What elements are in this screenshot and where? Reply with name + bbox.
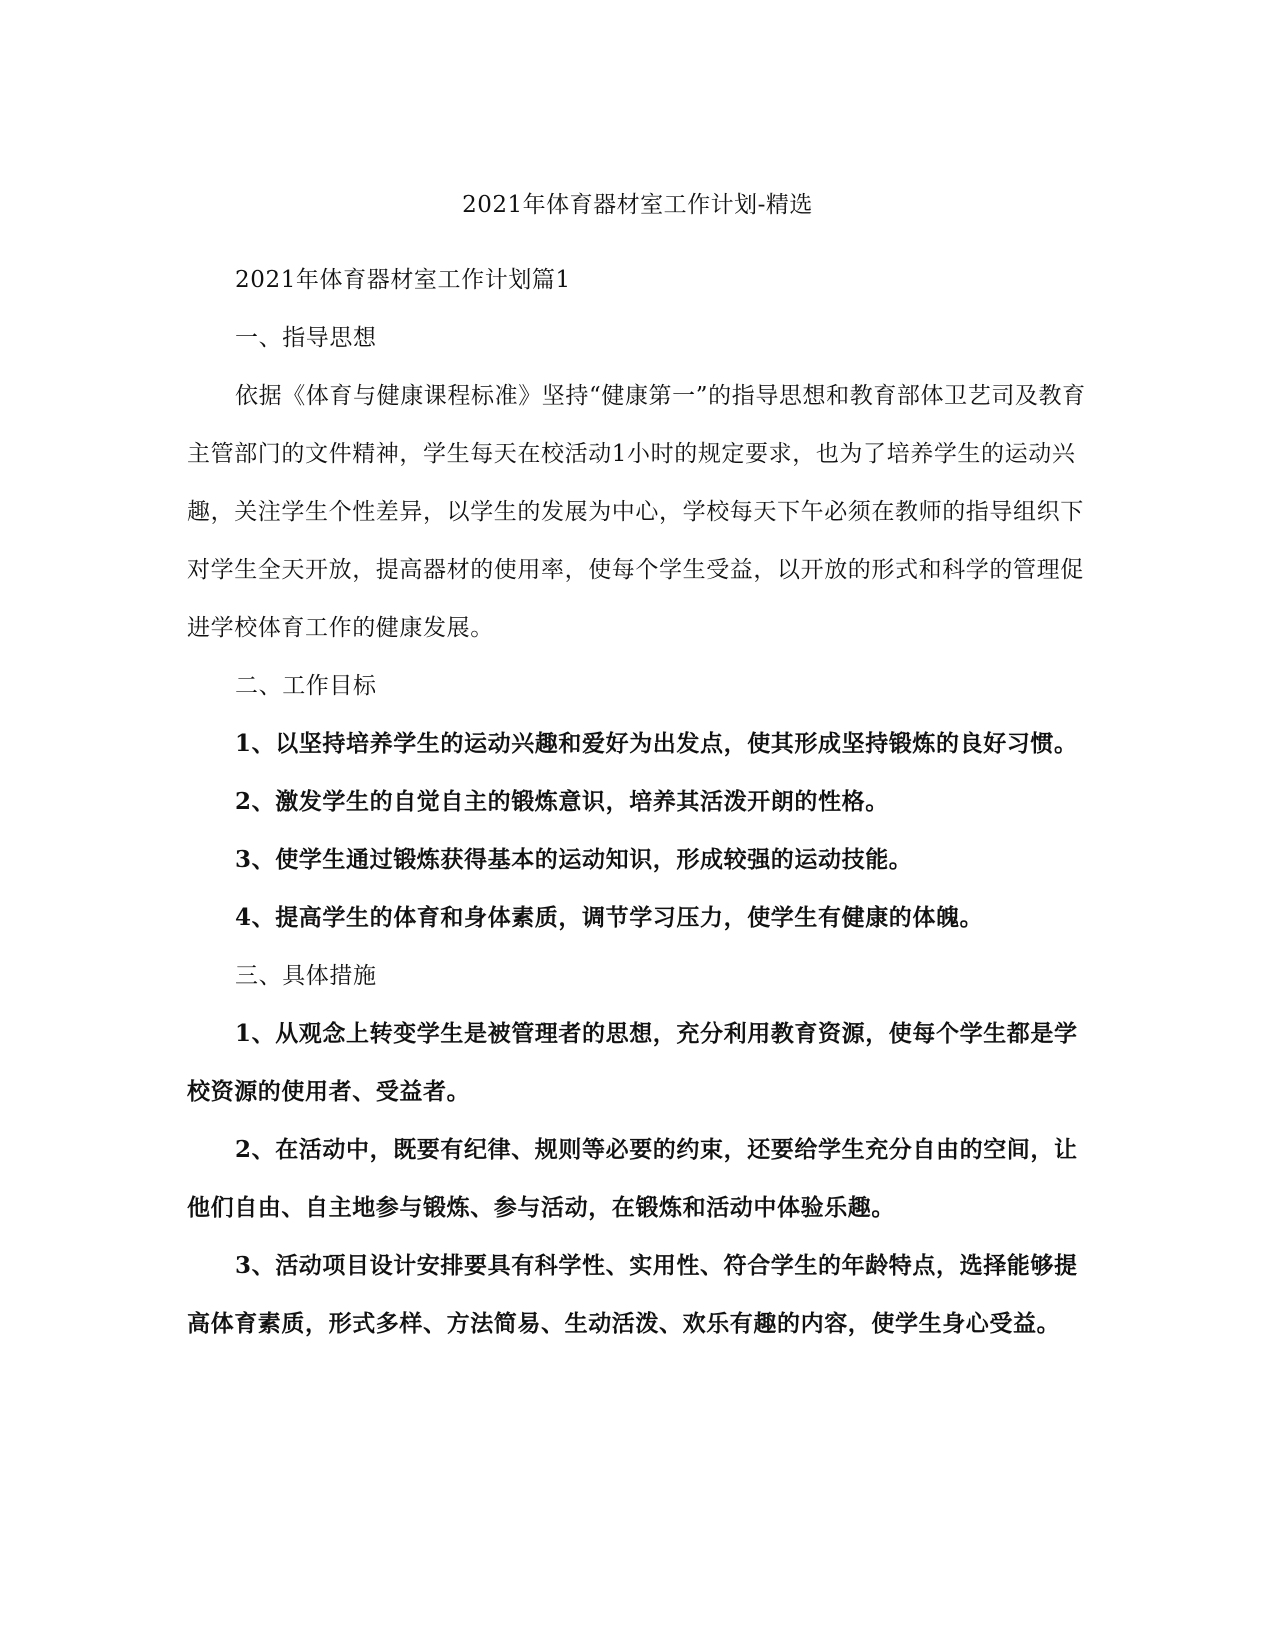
section2-heading: 二、工作目标 xyxy=(235,673,377,699)
section1-heading: 一、指导思想 xyxy=(235,325,377,351)
section3-heading: 三、具体措施 xyxy=(235,963,377,989)
measure-item: 3、活动项目设计安排要具有科学性、实用性、符合学生的年龄特点，选择能够提高体育素质，形式多样、方法简易、生动活泼、欢乐有趣的内容，使学生身心受益。 xyxy=(187,1252,1078,1337)
goal-item: 3、使学生通过锻炼获得基本的运动知识，形成较强的运动技能。 xyxy=(235,846,913,873)
document-title: 2021年体育器材室工作计划-精选 xyxy=(462,192,813,218)
goal-item: 4、提高学生的体育和身体素质，调节学习压力，使学生有健康的体魄。 xyxy=(235,904,984,931)
section1-paragraph: 依据《体育与健康课程标准》坚持“健康第一”的指导思想和教育部体卫艺司及教育主管部门的文件精神，学生每天在校活动1小时的规定要求，也为了培养学生的运动兴趣，关注学生个性差异，以学生的发展为中心，学校每天下午必须在教师的指导组织下对学生全天开放，提高器材的使用率，使每个学生受益，以开放的形式和科学的管理促进学校体育工作的健康发展。 xyxy=(187,383,1086,641)
measure-item: 1、从观念上转变学生是被管理者的思想，充分利用教育资源，使每个学生都是学校资源的使用者、受益者。 xyxy=(187,1020,1078,1105)
document-body xyxy=(187,251,1087,1353)
measure-item: 2、在活动中，既要有纪律、规则等必要的约束，还要给学生充分自由的空间，让他们自由、自主地参与锻炼、参与活动，在锻炼和活动中体验乐趣。 xyxy=(187,1136,1078,1221)
goal-item: 1、以坚持培养学生的运动兴趣和爱好为出发点，使其形成坚持锻炼的良好习惯。 xyxy=(235,730,1078,757)
subtitle: 2021年体育器材室工作计划篇1 xyxy=(235,267,571,293)
goal-item: 2、激发学生的自觉自主的锻炼意识，培养其活泼开朗的性格。 xyxy=(235,788,889,815)
